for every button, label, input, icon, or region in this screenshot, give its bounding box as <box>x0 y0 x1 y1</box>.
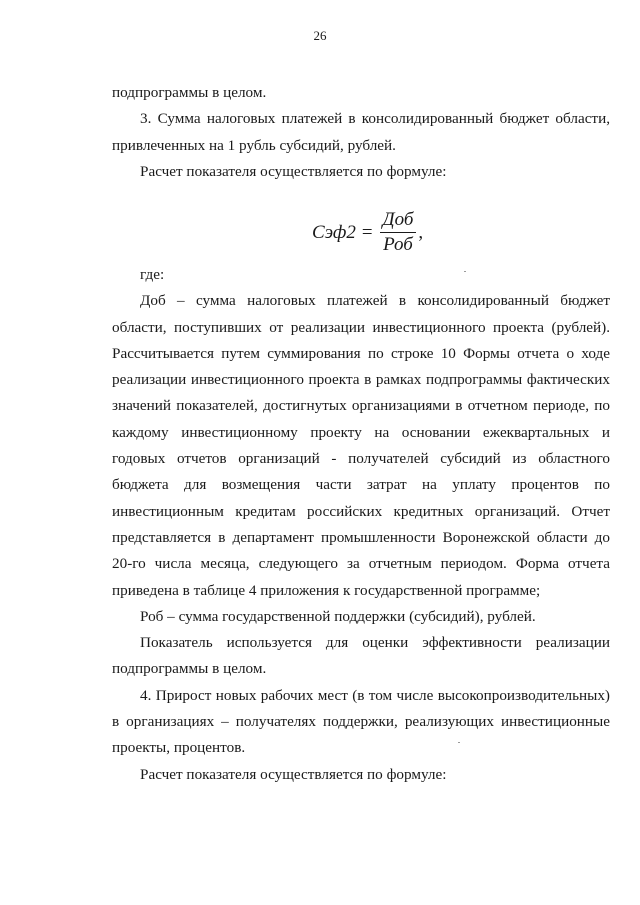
paragraph-indicator-4: 4. Прирост новых рабочих мест (в том числе высокопроизводительных) в организациях – получателях поддержки, реализующих инвестиционные проекты, процентов. <box>112 686 610 757</box>
formula-lhs: Сэф2 = <box>312 221 374 243</box>
scan-speck <box>464 271 466 272</box>
formula-numerator: Доб <box>380 210 417 233</box>
paragraph-formula-intro: Расчет показателя осуществляется по формуле: <box>140 162 447 180</box>
paragraph-formula-intro-2: Расчет показателя осуществляется по формуле: <box>140 765 447 783</box>
page-number: 26 <box>313 28 327 43</box>
formula-denominator: Роб <box>383 234 413 255</box>
paragraph-dob-definition: Доб – сумма налоговых платежей в консолидированный бюджет области, поступивших от реализации инвестиционного проекта (рублей). Рассчитывается путем суммирования по строке 10 Формы отчета о ходе реализации инвестиционного проекта в рамках подпрограммы фактических значений показателей, достигнутых организациями в отчетном периоде, по каждому инвестиционному проекту на основании ежеквартальных и годовых отчетов организаций - получателей субсидий из областного бюджета для возмещения части затрат на уплату процентов по инвестиционным кредитам российских кредитных организаций. Отчет представляется в департамент промышленности Воронежской области до 20-го числа месяца, следующего за отчетным периодом. Форма отчета приведена в таблице 4 приложения к государственной программе; <box>112 292 610 599</box>
text-block-top <box>112 80 610 185</box>
formula-comma: , <box>418 221 424 243</box>
paragraph-indicator-usage: Показатель используется для оценки эффективности реализации подпрограммы в целом. <box>112 634 610 678</box>
paragraph-continuation: подпрограммы в целом. <box>112 84 267 101</box>
paragraph-indicator-3: 3. Сумма налоговых платежей в консолидированный бюджет области, привлеченных на 1 рубль субсидий, рублей. <box>112 110 610 154</box>
scan-speck <box>458 742 460 743</box>
text-block-bottom <box>112 262 610 788</box>
formula-sef2 <box>312 210 423 255</box>
paragraph-where: где: <box>140 266 165 283</box>
paragraph-rob-definition: Роб – сумма государственной поддержки (субсидий), рублей. <box>140 607 536 625</box>
formula-fraction <box>380 210 417 255</box>
